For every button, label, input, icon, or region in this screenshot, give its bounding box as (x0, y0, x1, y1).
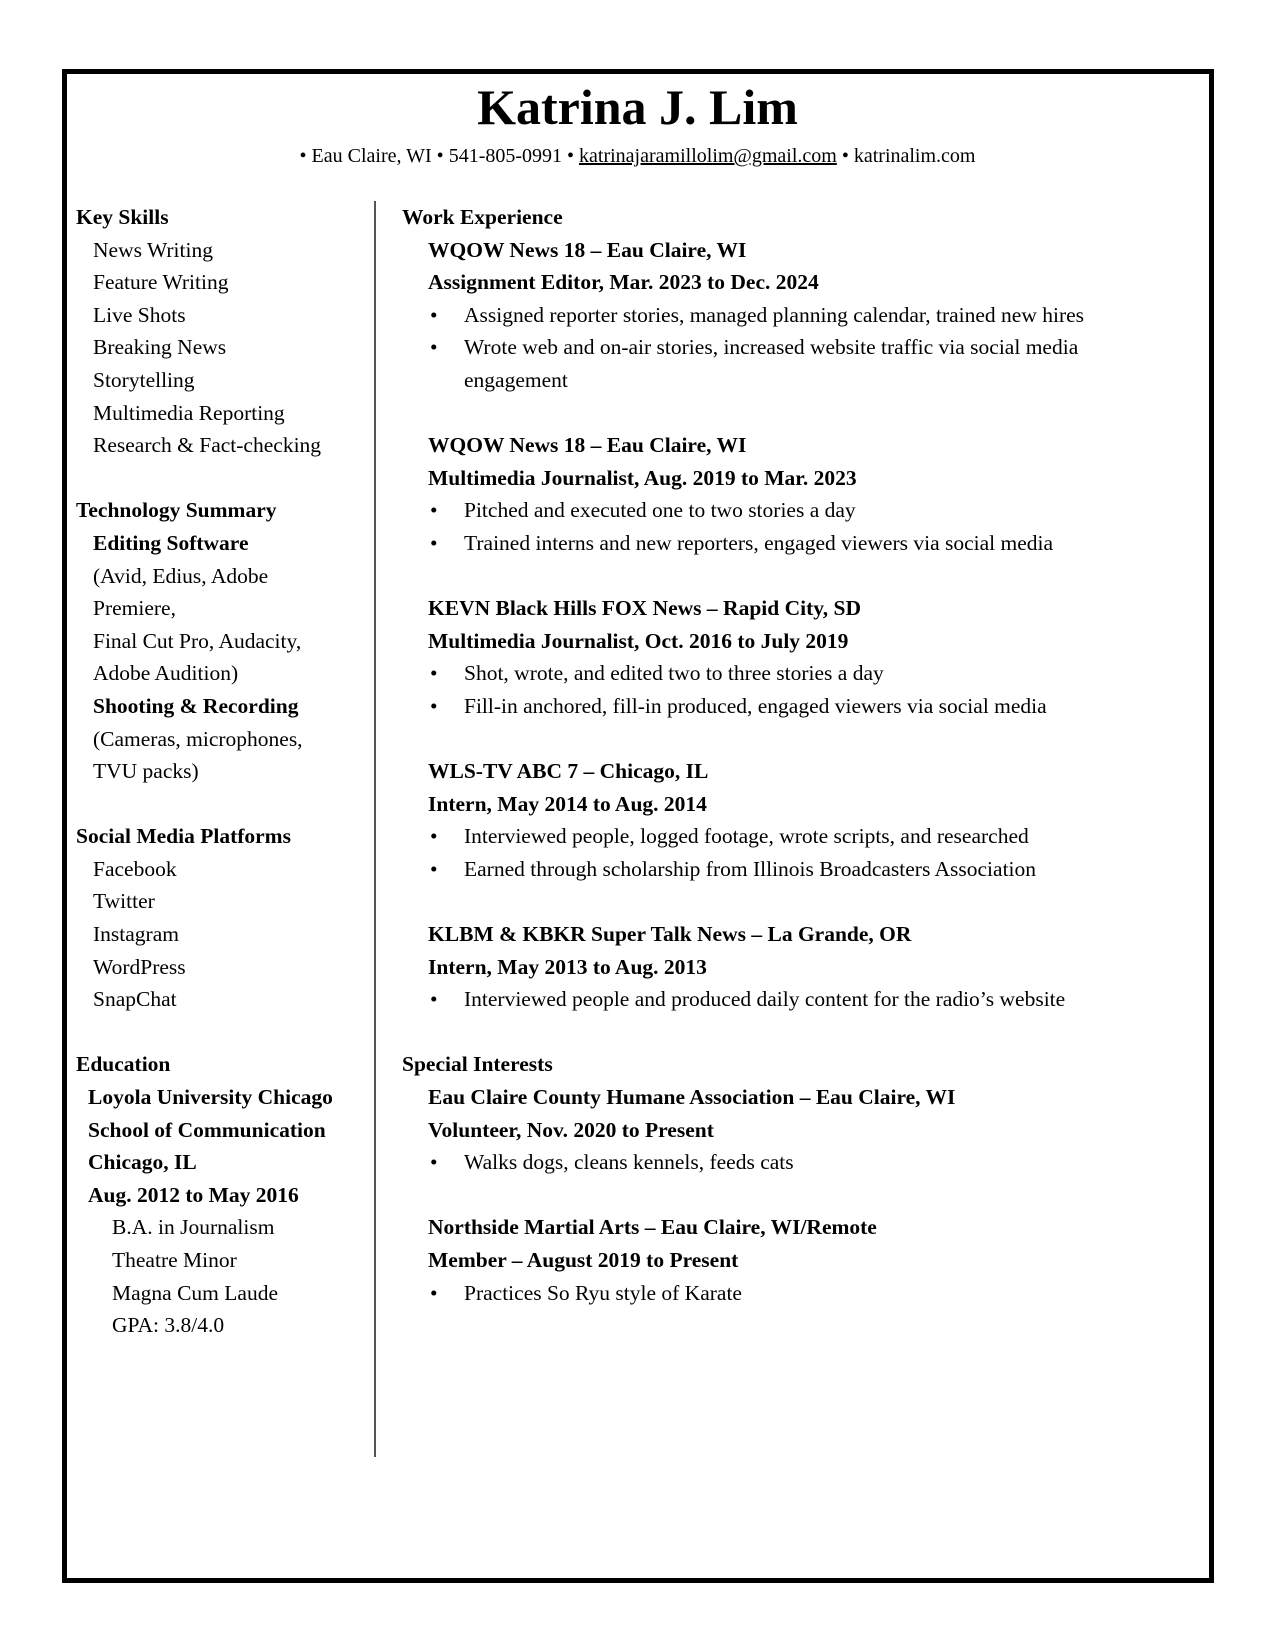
education-detail: Magna Cum Laude (112, 1280, 278, 1305)
job-entry (402, 592, 1202, 722)
left-column (76, 201, 376, 1342)
section-title-education: Education (76, 1052, 171, 1077)
job-bullet: • Interviewed people and produced daily content for the radio’s website (402, 983, 1202, 1016)
job-bullet: • Interviewed people, logged footage, wrote scripts, and researched (402, 820, 1202, 853)
interest-org: Eau Claire County Humane Association – Eau Claire, WI (428, 1085, 956, 1110)
college-name: School of Communication (88, 1117, 326, 1142)
interest-org: Northside Martial Arts – Eau Claire, WI/Remote (428, 1215, 877, 1240)
social-item: WordPress (93, 954, 186, 979)
job-bullet: • Shot, wrote, and edited two to three stories a day (402, 657, 1202, 690)
email-link[interactable]: katrinajaramillolim@gmail.com (579, 145, 837, 167)
bullet-icon: • (430, 1280, 438, 1305)
subsection-shooting: Shooting & Recording (93, 693, 299, 718)
tech-line: Adobe Audition) (93, 661, 239, 686)
job-org: KLBM & KBKR Super Talk News – La Grande, OR (428, 922, 912, 947)
skill-item: News Writing (93, 237, 213, 262)
subsection-editing: Editing Software (93, 530, 249, 555)
phone: 541-805-0991 (448, 145, 563, 167)
job-role: Assignment Editor, Mar. 2023 to Dec. 2024 (428, 270, 819, 295)
separator: • (567, 145, 575, 167)
separator: • (841, 145, 849, 167)
education-detail: B.A. in Journalism (112, 1215, 275, 1240)
interest-entry (402, 1081, 1202, 1179)
skill-item: Research & Fact-checking (93, 433, 322, 458)
bullet-icon: • (430, 335, 438, 360)
school-name: Loyola University Chicago (88, 1085, 333, 1110)
job-role: Intern, May 2013 to Aug. 2013 (428, 954, 707, 979)
job-bullet: • Pitched and executed one to two stories a day (402, 494, 1202, 527)
separator: • (436, 145, 444, 167)
job-role: Multimedia Journalist, Oct. 2016 to July 2019 (428, 628, 849, 653)
tech-line: Premiere, (93, 596, 176, 621)
social-item: Instagram (93, 922, 179, 947)
section-title-key-skills: Key Skills (76, 205, 169, 229)
education-detail: Theatre Minor (112, 1248, 237, 1272)
tech-line: (Avid, Edius, Adobe (93, 563, 269, 588)
school-city: Chicago, IL (88, 1150, 197, 1175)
tech-line: Final Cut Pro, Audacity, (93, 628, 302, 653)
contact-line (0, 143, 1275, 169)
bullet-icon: • (430, 661, 438, 686)
job-entry (402, 429, 1202, 559)
right-column (402, 201, 1202, 1309)
skill-item: Storytelling (93, 367, 195, 392)
bullet-icon: • (430, 498, 438, 523)
interest-role: Volunteer, Nov. 2020 to Present (428, 1117, 714, 1142)
separator: • (299, 145, 307, 167)
interest-entry (402, 1211, 1202, 1309)
interest-bullet: • Walks dogs, cleans kennels, feeds cats (402, 1146, 1202, 1179)
section-title-work: Work Experience (402, 205, 563, 229)
education-detail: GPA: 3.8/4.0 (112, 1313, 225, 1338)
social-item: Twitter (93, 889, 155, 914)
job-role: Intern, May 2014 to Aug. 2014 (428, 791, 707, 816)
bullet-icon: • (430, 693, 438, 718)
job-bullet: • Fill-in anchored, fill-in produced, engaged viewers via social media (402, 690, 1202, 723)
bullet-icon: • (430, 1150, 438, 1175)
job-org: WQOW News 18 – Eau Claire, WI (428, 237, 747, 262)
education-dates: Aug. 2012 to May 2016 (88, 1182, 299, 1207)
social-item: Facebook (93, 856, 177, 881)
job-bullet: • Wrote web and on-air stories, increased website traffic via social media engagement (402, 331, 1184, 396)
job-entry (402, 918, 1202, 1016)
bullet-icon: • (430, 302, 438, 327)
skill-item: Live Shots (93, 302, 186, 327)
job-org: WQOW News 18 – Eau Claire, WI (428, 433, 747, 458)
job-bullet: • Trained interns and new reporters, engaged viewers via social media (402, 527, 1202, 560)
job-entry (402, 234, 1202, 397)
job-org: WLS-TV ABC 7 – Chicago, IL (428, 759, 709, 784)
interest-role: Member – August 2019 to Present (428, 1248, 739, 1272)
job-entry (402, 755, 1202, 885)
bullet-icon: • (430, 530, 438, 555)
bullet-icon: • (430, 824, 438, 849)
section-title-social: Social Media Platforms (76, 824, 291, 849)
skill-item: Multimedia Reporting (93, 400, 285, 425)
bullet-icon: • (430, 856, 438, 881)
interest-bullet: • Practices So Ryu style of Karate (402, 1277, 1202, 1310)
job-org: KEVN Black Hills FOX News – Rapid City, SD (428, 596, 862, 621)
social-item: SnapChat (93, 987, 177, 1012)
location: Eau Claire, WI (311, 145, 432, 167)
section-title-technology: Technology Summary (76, 498, 277, 523)
skill-item: Breaking News (93, 335, 227, 360)
skill-item: Feature Writing (93, 270, 229, 295)
section-title-interests: Special Interests (402, 1052, 553, 1077)
tech-line: TVU packs) (93, 759, 199, 784)
job-role: Multimedia Journalist, Aug. 2019 to Mar. 2023 (428, 465, 857, 490)
job-bullet: • Earned through scholarship from Illinois Broadcasters Association (402, 853, 1202, 886)
resume-name: Katrina J. Lim (477, 79, 798, 135)
website: katrinalim.com (853, 145, 976, 167)
bullet-icon: • (430, 987, 438, 1012)
job-bullet: • Assigned reporter stories, managed planning calendar, trained new hires (402, 299, 1184, 332)
tech-line: (Cameras, microphones, (93, 726, 303, 751)
